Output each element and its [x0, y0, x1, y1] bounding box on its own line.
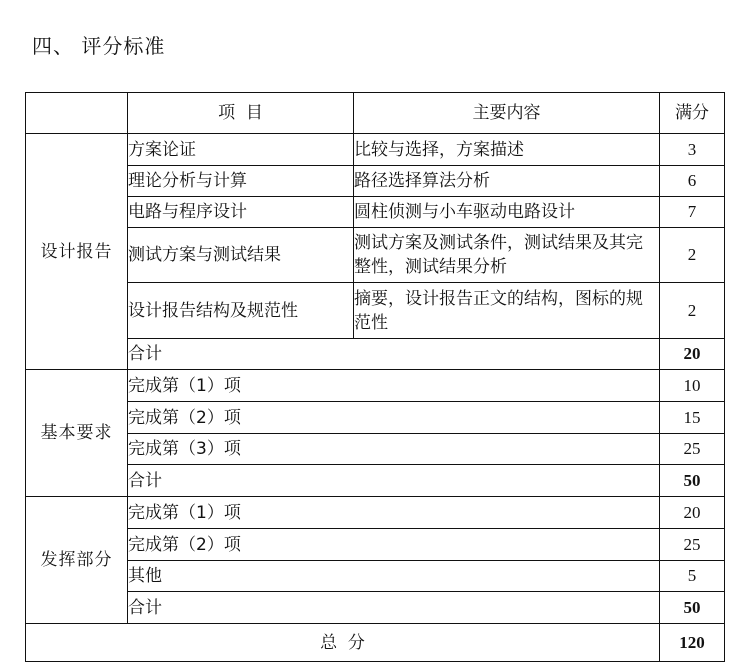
score-cell: 25: [660, 434, 725, 465]
content-cell: 路径选择算法分析: [354, 166, 660, 197]
subtotal-label: 合计: [128, 465, 660, 497]
item-cell: 完成第（2）项: [128, 402, 660, 434]
category-extended-part: 发挥部分: [26, 497, 128, 624]
table-row: [26, 134, 725, 166]
grand-total-label: 总 分: [26, 624, 660, 662]
header-item: 项 目: [128, 93, 354, 134]
section-heading: 四、 评分标准: [32, 34, 166, 58]
content-cell: 测试方案及测试条件，测试结果及其完整性，测试结果分析: [354, 228, 660, 283]
score-cell: 25: [660, 529, 725, 561]
table-row: [26, 402, 725, 434]
category-design-report: 设计报告: [26, 134, 128, 370]
score-cell: 3: [660, 134, 725, 166]
item-cell: 完成第（2）项: [128, 529, 660, 561]
subtotal-label: 合计: [128, 592, 660, 624]
item-cell: 方案论证: [128, 134, 354, 166]
subtotal-label: 合计: [128, 339, 660, 370]
item-cell: 完成第（1）项: [128, 370, 660, 402]
table-row: [26, 434, 725, 465]
content-cell: 圆柱侦测与小车驱动电路设计: [354, 197, 660, 228]
item-cell: 测试方案与测试结果: [128, 228, 354, 283]
table-row: [26, 166, 725, 197]
item-cell: 理论分析与计算: [128, 166, 354, 197]
grand-total-score: 120: [660, 624, 725, 662]
table-header-row: [26, 93, 725, 134]
table-row: [26, 228, 725, 283]
score-cell: 15: [660, 402, 725, 434]
item-cell: 设计报告结构及规范性: [128, 283, 354, 339]
table-row: [26, 561, 725, 592]
score-cell: 2: [660, 228, 725, 283]
grand-total-row: [26, 624, 725, 662]
content-cell: 摘要，设计报告正文的结构，图标的规范性: [354, 283, 660, 339]
header-category: [26, 93, 128, 134]
score-cell: 5: [660, 561, 725, 592]
table-row: [26, 197, 725, 228]
item-cell: 其他: [128, 561, 660, 592]
subtotal-row: [26, 465, 725, 497]
item-cell: 完成第（3）项: [128, 434, 660, 465]
content-cell: 比较与选择，方案描述: [354, 134, 660, 166]
score-cell: 2: [660, 283, 725, 339]
subtotal-row: [26, 592, 725, 624]
subtotal-score: 20: [660, 339, 725, 370]
table-row: [26, 283, 725, 339]
table-row: [26, 529, 725, 561]
table-row: [26, 497, 725, 529]
score-cell: 7: [660, 197, 725, 228]
scoring-table: [25, 92, 725, 662]
header-score: 满分: [660, 93, 725, 134]
score-cell: 20: [660, 497, 725, 529]
score-cell: 10: [660, 370, 725, 402]
subtotal-row: [26, 339, 725, 370]
category-basic-requirements: 基本要求: [26, 370, 128, 497]
header-content: 主要内容: [354, 93, 660, 134]
score-cell: 6: [660, 166, 725, 197]
subtotal-score: 50: [660, 592, 725, 624]
item-cell: 电路与程序设计: [128, 197, 354, 228]
table-row: [26, 370, 725, 402]
item-cell: 完成第（1）项: [128, 497, 660, 529]
subtotal-score: 50: [660, 465, 725, 497]
